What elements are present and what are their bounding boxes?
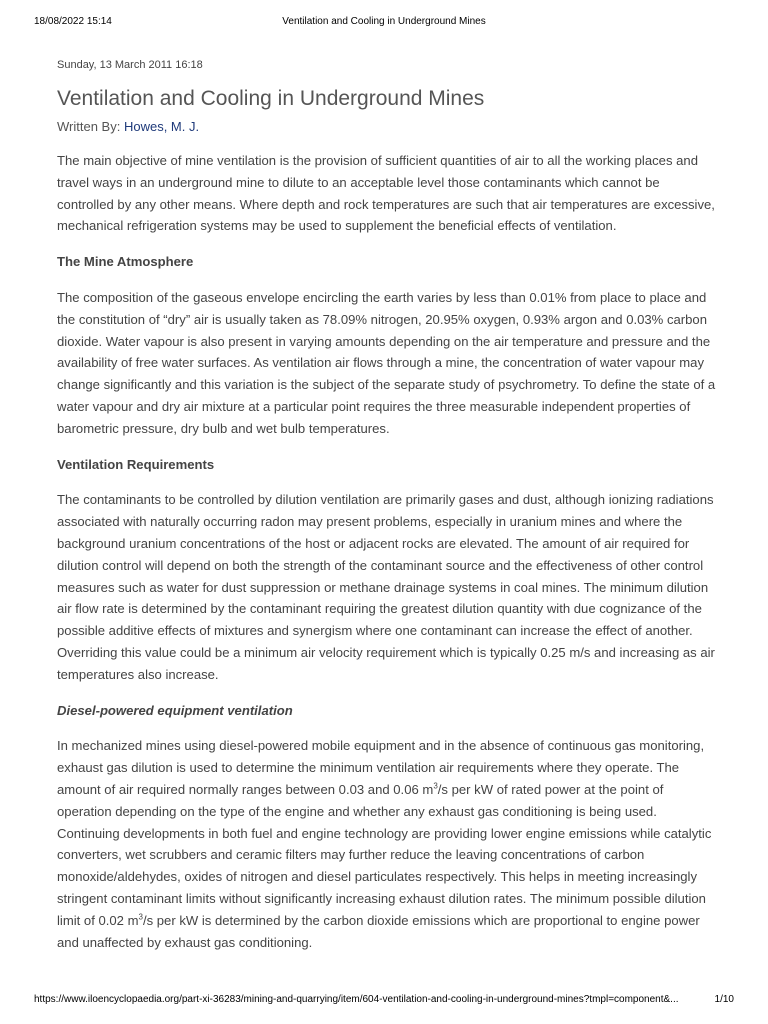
print-datetime: 18/08/2022 15:14 [34,16,112,27]
print-page-title: Ventilation and Cooling in Underground Mines [282,16,486,27]
byline [57,118,717,136]
print-footer [34,994,734,1008]
superscript-cubed-2: 3 [138,912,143,922]
section-heading-diesel-ventilation: Diesel-powered equipment ventilation [57,702,293,718]
section-paragraph-ventilation-requirements: The contaminants to be controlled by dilution ventilation are primarily gases and dust, although ionizing radiations associated with naturally occurring radon may present problems, especially in uranium mines and where the background uranium concentrations of the host or adjacent rocks are elevated. The amount of air required for dilution control will depend on both the strength of the contaminant source and the effectiveness of other control measures such as water for dust suppression or methane drainage systems in coal mines. The minimum dilution air flow rate is determined by the contaminant requiring the greatest dilution quantity with due cognizance of the possible additive effects of mixtures and synergism where one contaminant can increase the effect of another. Overriding this value could be a minimum air velocity requirement which is typically 0.25 m/s and increasing as air temperatures also increase. [57,492,715,682]
page-number: 1/10 [714,994,734,1005]
print-header [34,16,734,30]
intro-paragraph: The main objective of mine ventilation is the provision of sufficient quantities of air to all the working places and travel ways in an underground mine to dilute to an acceptable level those contaminants which cannot be controlled by any other means. Where depth and rock temperatures are such that air temperatures are excessive, mechanical refrigeration systems may be used to supplement the beneficial effects of ventilation. [57,153,715,234]
section-heading-mine-atmosphere: The Mine Atmosphere [57,254,194,270]
byline-prefix: Written By: [57,119,124,134]
section-paragraph-diesel-ventilation [57,735,717,953]
publish-date: Sunday, 13 March 2011 16:18 [57,59,203,71]
superscript-cubed-1: 3 [433,781,438,791]
diesel-text-part-3: /s per kW is determined by the carbon dioxide emissions which are proportional to engine power and unaffected by exhaust gas conditioning. [57,912,700,950]
print-url: https://www.iloencyclopaedia.org/part-xi-36283/mining-and-quarrying/item/604-ventilation-and-cooling-in-underground-mines?tmpl=component&... [34,994,679,1005]
article [57,58,717,953]
diesel-text-part-1: In mechanized mines using diesel-powered mobile equipment and in the absence of continuous gas monitoring, exhaust gas dilution is used to determine the minimum ventilation air requirements where they operate. The amount of air required normally ranges between 0.03 and 0.06 m [57,738,705,797]
author-link[interactable]: Howes, M. J. [123,119,200,134]
article-title: Ventilation and Cooling in Underground Mines [57,87,485,110]
diesel-text-part-2: /s per kW of rated power at the point of operation depending on the type of the engine and whether any exhaust gas conditioning is being used. Continuing developments in both fuel and engine technology are providing lower engine emissions while catalytic converters, wet scrubbers and ceramic filters may further reduce the leaving concentrations of carbon monoxide/aldehydes, oxides of nitrogen and diesel particulates respectively. This helps in meeting increasingly stringent contaminant limits without significantly increasing exhaust dilution rates. The minimum possible dilution limit of 0.02 m [57,781,712,928]
section-paragraph-mine-atmosphere: The composition of the gaseous envelope encircling the earth varies by less than 0.01% from place to place and the constitution of “dry” air is usually taken as 78.09% nitrogen, 20.95% oxygen, 0.93% argon and 0.03% carbon dioxide. Water vapour is also present in varying amounts depending on the air temperature and pressure and the availability of free water surfaces. As ventilation air flows through a mine, the concentration of water vapour may change significantly and this variation is the subject of the separate study of psychrometry. To define the state of a water vapour and dry air mixture at a particular point requires the three measurable independent properties of barometric pressure, dry bulb and wet bulb temperatures. [57,289,716,436]
section-heading-ventilation-requirements: Ventilation Requirements [57,456,215,472]
